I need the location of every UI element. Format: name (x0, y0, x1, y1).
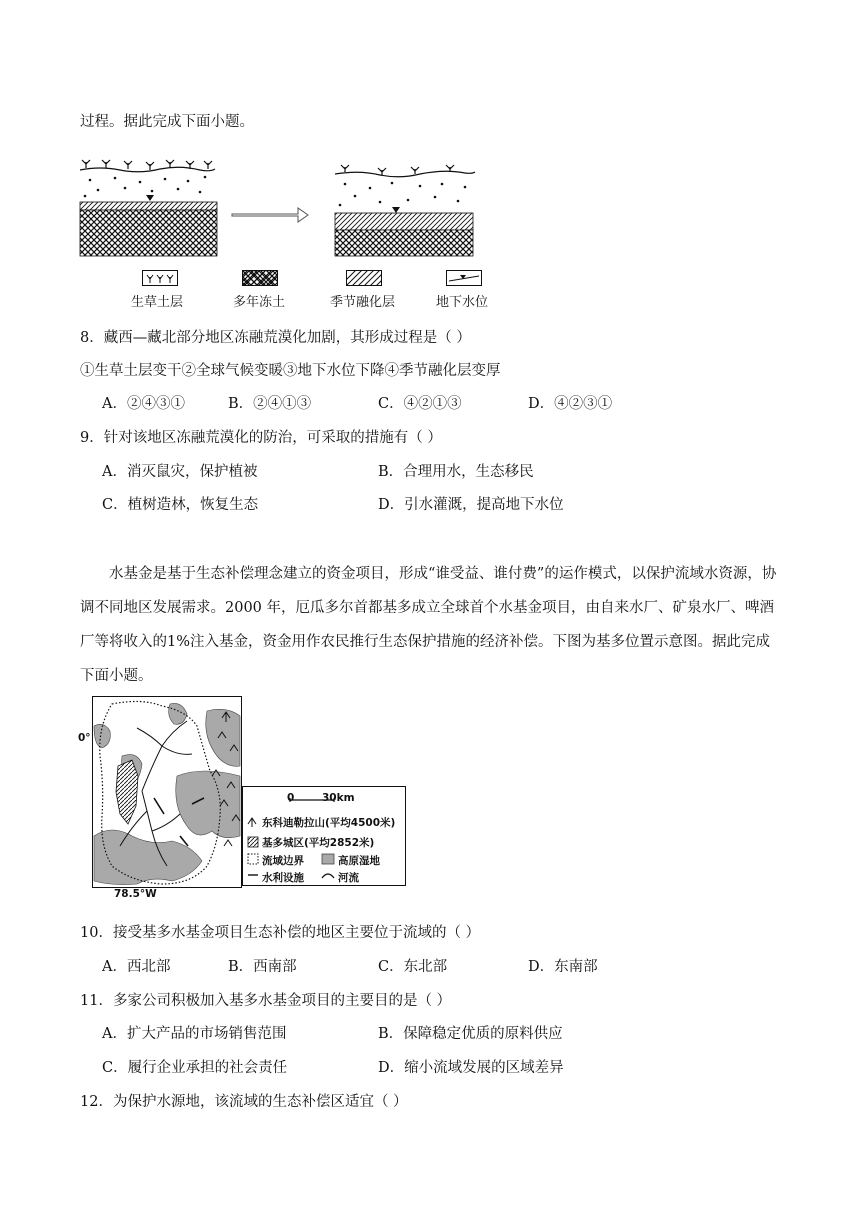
before-profile (80, 160, 217, 256)
q11-option-c[interactable]: C．履行企业承担的社会责任 (102, 1060, 288, 1076)
map-frame (92, 696, 242, 888)
legend-wetland-icon (322, 854, 334, 864)
quito-map (76, 696, 406, 906)
water-table-marker-icon (146, 195, 154, 201)
legend-boundary-icon (248, 854, 258, 864)
q9-option-a[interactable]: A．消灭鼠灾，保护植被 (102, 464, 258, 480)
longitude-label: 78.5°W (114, 888, 157, 900)
legend-sod-label: 生草土层 (131, 295, 184, 310)
after-profile (335, 165, 475, 256)
q9-stem: 9．针对该地区冻融荒漠化的防治，可采取的措施有（ ） (80, 430, 442, 446)
water-table-legend-icon (446, 270, 482, 286)
q11-option-d[interactable]: D．缩小流域发展的区域差异 (378, 1060, 564, 1076)
q8-option-b[interactable]: B．②④①③ (228, 396, 312, 412)
legend-seasonal-thaw-label: 季节融化层 (330, 295, 396, 310)
legend-water-facility-label: 水利设施 (262, 872, 304, 884)
q9-option-c[interactable]: C．植树造林，恢复生态 (102, 497, 259, 513)
permafrost-diagram (70, 150, 510, 260)
legend-permafrost-label: 多年冻土 (233, 295, 286, 310)
passage-text: 水基金是基于生态补偿理念建立的资金项目，形成“谁受益、谁付费”的运作模式，以保护流域水资源，协调不同地区发展需求。2000 年，厄瓜多尔首都基多成立全球首个水基金项目，由自来水厂、矿泉水厂、啤酒厂等将收入的1%注入基金，资金用作农民推行生态保护措施的经济补偿。下图为基多位置示意图。据此完成下面小题。 (80, 566, 777, 684)
q8-items: ①生草土层变干②全球气候变暖③地下水位下降④季节融化层变厚 (80, 363, 501, 379)
sod-legend-icon (142, 270, 178, 286)
q8-stem: 8．藏西—藏北部分地区冻融荒漠化加剧，其形成过程是（ ） (80, 330, 471, 346)
scale-distance-label: 30km (322, 792, 355, 804)
arrow-icon (232, 208, 308, 222)
seasonal-thaw-legend-icon (346, 270, 382, 286)
q10-option-b[interactable]: B．西南部 (228, 959, 297, 975)
q8-option-d[interactable]: D．④②③① (528, 396, 613, 412)
q10-stem: 10．接受基多水基金项目生态补偿的地区主要位于流域的（ ） (80, 925, 481, 941)
q9-option-d[interactable]: D．引水灌溉，提高地下水位 (378, 497, 564, 513)
q8-option-c[interactable]: C．④②①③ (378, 396, 462, 412)
q12-stem: 12．为保护水源地，该流域的生态补偿区适宜（ ） (80, 1094, 408, 1110)
intro-tail-text: 过程。据此完成下面小题。 (80, 114, 254, 130)
legend-river-label: 河流 (338, 872, 359, 884)
legend-city-icon (248, 837, 258, 847)
legend-city-label: 基多城区(平均2852米) (262, 837, 375, 849)
scale-zero-label: 0 (287, 792, 295, 804)
q11-stem: 11．多家公司积极加入基多水基金项目的主要目的是（ ） (80, 993, 452, 1009)
q9-option-b[interactable]: B．合理用水，生态移民 (378, 464, 534, 480)
legend-wetland-label: 高原湿地 (338, 855, 380, 867)
q11-option-b[interactable]: B．保障稳定优质的原料供应 (378, 1026, 563, 1042)
legend-boundary-label: 流域边界 (262, 855, 304, 867)
q10-option-c[interactable]: C．东北部 (378, 959, 448, 975)
q10-option-a[interactable]: A．西北部 (102, 959, 171, 975)
legend-water-table-label: 地下水位 (436, 295, 489, 310)
permafrost-legend-icon (242, 270, 278, 286)
latitude-label: 0° (78, 732, 91, 744)
q11-option-a[interactable]: A．扩大产品的市场销售范围 (102, 1026, 287, 1042)
legend-mountain-label: 东科迪勒拉山(平均4500米) (262, 817, 396, 829)
q8-option-a[interactable]: A．②④③① (102, 396, 185, 412)
q10-option-d[interactable]: D．东南部 (528, 959, 598, 975)
